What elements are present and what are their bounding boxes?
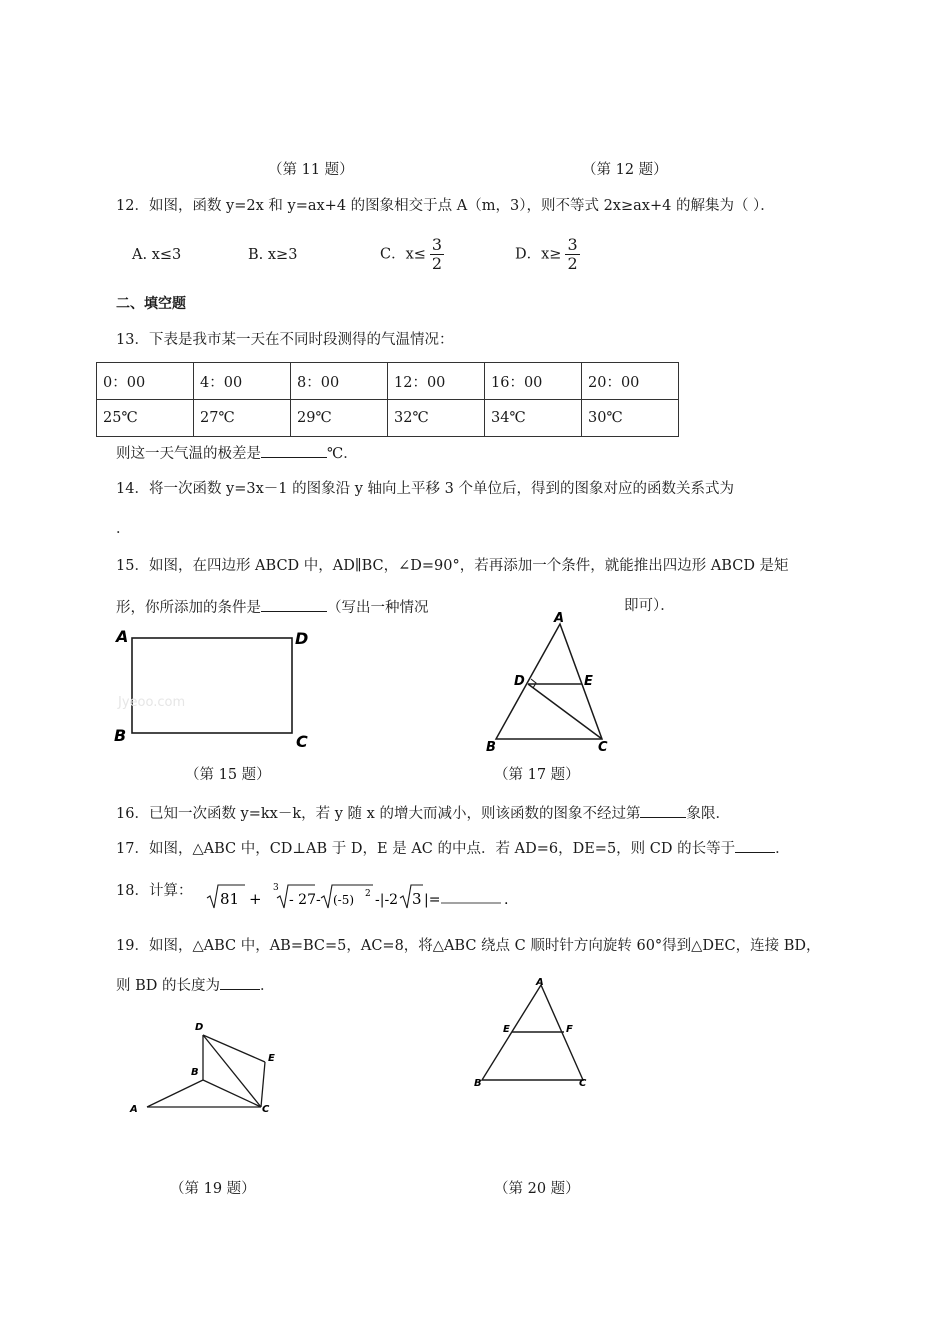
- answer-blank[interactable]: [220, 975, 260, 990]
- label-e: E: [503, 1024, 510, 1035]
- table-cell: 20：00: [582, 363, 679, 400]
- segment-bc: [203, 1080, 261, 1107]
- label-b: B: [191, 1067, 199, 1078]
- label-f: F: [566, 1024, 573, 1035]
- number-81: 81: [220, 890, 240, 908]
- number-neg5: (-5): [333, 893, 355, 907]
- caption-fig12: （第 12 题）: [582, 162, 668, 178]
- q15-line2-end: 即可）．: [624, 598, 675, 614]
- caption-fig11: （第 11 题）: [268, 162, 354, 178]
- root-index: 3: [273, 883, 279, 893]
- label-a: A: [554, 611, 565, 626]
- q13-follow-suffix: ℃．: [327, 446, 358, 462]
- label-e: E: [584, 674, 593, 689]
- label-e: E: [268, 1053, 275, 1064]
- q12-option-c-prefix: C．x≤: [380, 246, 426, 263]
- table-cell: 16：00: [485, 363, 582, 400]
- label-b: B: [486, 740, 496, 755]
- q16-prefix: 16．已知一次函数 y=kx－k，若 y 随 x 的增大而减小，则该函数的图象不经过第: [116, 806, 641, 822]
- segment-dc: [203, 1035, 261, 1107]
- q13-stem: 13．下表是我市某一天在不同时段测得的气温情况：: [116, 332, 454, 348]
- fraction-numerator: 3: [431, 235, 443, 254]
- figure-19: [125, 1015, 290, 1120]
- abs-close: |=: [424, 892, 441, 908]
- answer-blank[interactable]: [640, 803, 686, 818]
- answer-blank[interactable]: [261, 443, 327, 458]
- minus-sign: -: [316, 892, 321, 908]
- segment-de: [203, 1035, 265, 1062]
- q15-line2: [116, 597, 429, 617]
- answer-blank[interactable]: [261, 597, 327, 612]
- q14-stem: 14．将一次函数 y=3x－1 的图象沿 y 轴向上平移 3 个单位后，得到的图象对应的函数关系式为: [116, 481, 734, 497]
- label-a: A: [116, 627, 129, 646]
- number-neg27: - 27: [289, 892, 316, 908]
- watermark: Jyeoo.com: [118, 695, 186, 710]
- table-cell: 32℃: [388, 400, 485, 437]
- label-a: A: [130, 1104, 138, 1115]
- caption-fig15: （第 15 题）: [185, 767, 271, 783]
- q12-option-a: A. x≤3: [132, 247, 182, 263]
- q17: [116, 838, 790, 858]
- q15-stem: 15．如图，在四边形 ABCD 中，AD∥BC，∠D=90°，若再添加一个条件，就能推出四边形 ABCD 是矩: [116, 558, 789, 574]
- q19-line2-suffix: ．: [260, 978, 275, 994]
- q15-line2-mid: （写出一种情况: [327, 600, 429, 616]
- q12-option-b: B. x≥3: [248, 247, 298, 263]
- answer-blank[interactable]: [735, 838, 775, 853]
- q12-option-d-prefix: D．x≥: [515, 246, 562, 263]
- label-c: C: [579, 1078, 587, 1089]
- fraction-denominator: 2: [567, 254, 578, 273]
- label-d: D: [295, 629, 309, 648]
- q13-follow-prefix: 则这一天气温的极差是: [116, 446, 261, 462]
- q16-suffix: 象限．: [686, 806, 730, 822]
- q19-line2-prefix: 则 BD 的长度为: [116, 978, 220, 994]
- figure-20: [470, 975, 610, 1090]
- q17-prefix: 17．如图，△ABC 中，CD⊥AB 于 D，E 是 AC 的中点．若 AD=6，DE=5，则 CD 的长等于: [116, 841, 736, 857]
- rectangle-abcd: [132, 638, 292, 733]
- q13-follow: [116, 443, 358, 463]
- exponent-2: 2: [365, 889, 371, 899]
- label-b: B: [474, 1078, 482, 1089]
- q12-option-c: [380, 236, 444, 273]
- fraction-numerator: 3: [567, 235, 578, 254]
- label-d: D: [514, 674, 525, 689]
- fraction-denominator: 2: [431, 254, 443, 273]
- q18-prefix: 18．计算：: [116, 883, 193, 899]
- label-b: B: [114, 726, 127, 745]
- caption-fig17: （第 17 题）: [494, 767, 580, 783]
- period: .: [504, 892, 509, 908]
- q12-option-c-fraction: [430, 236, 444, 273]
- q18-expression: [205, 880, 525, 914]
- label-c: C: [598, 740, 608, 755]
- q19-line2: [116, 975, 275, 995]
- abs-open: -|-2: [375, 892, 399, 908]
- label-a: A: [536, 977, 544, 988]
- q16: [116, 803, 730, 823]
- section-title: 二、填空题: [116, 296, 186, 312]
- plus-sign: +: [249, 890, 262, 908]
- q17-suffix: ．: [775, 841, 790, 857]
- caption-fig19: （第 19 题）: [170, 1181, 256, 1197]
- table-cell: 27℃: [194, 400, 291, 437]
- table-cell: 4：00: [194, 363, 291, 400]
- q12-option-d: [515, 236, 580, 273]
- q19-line1: 19．如图，△ABC 中，AB=BC=5，AC=8，将△ABC 绕点 C 顺时针方向旋转 60°得到△DEC，连接 BD，: [116, 938, 821, 954]
- table-cell: 25℃: [97, 400, 194, 437]
- table-cell: 8：00: [291, 363, 388, 400]
- table-cell: 34℃: [485, 400, 582, 437]
- segment-dc: [528, 684, 602, 739]
- q12-option-d-fraction: [565, 236, 579, 273]
- number-3: 3: [412, 890, 422, 908]
- figure-15-rectangle: [110, 622, 310, 752]
- table-row-temps: [97, 400, 679, 437]
- table-cell: 29℃: [291, 400, 388, 437]
- q12-stem: 12．如图，函数 y=2x 和 y=ax+4 的图象相交于点 A（m，3），则不等式 2x≥ax+4 的解集为（ ）．: [116, 198, 775, 214]
- segment-ec: [261, 1062, 265, 1107]
- figure-17-triangle: [480, 612, 620, 757]
- q14-end: ．: [116, 521, 131, 537]
- table-cell: 12：00: [388, 363, 485, 400]
- temperature-table: [96, 362, 679, 437]
- label-c: C: [262, 1104, 270, 1115]
- table-cell: 30℃: [582, 400, 679, 437]
- table-row-times: [97, 363, 679, 400]
- table-cell: 0：00: [97, 363, 194, 400]
- label-d: D: [195, 1022, 204, 1033]
- q15-line2-prefix: 形，你所添加的条件是: [116, 600, 261, 616]
- caption-fig20: （第 20 题）: [494, 1181, 580, 1197]
- segment-ab: [147, 1080, 203, 1107]
- label-c: C: [296, 732, 308, 751]
